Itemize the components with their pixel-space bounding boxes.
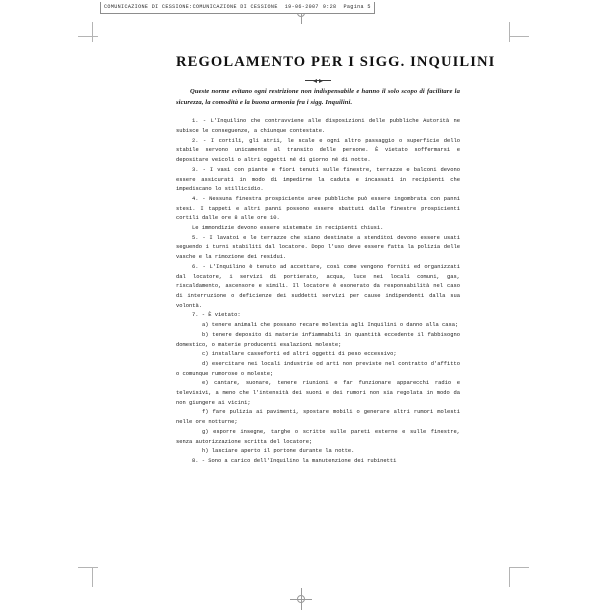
- prohibition-h: h) lasciare aperto il portone durante la notte.: [202, 447, 355, 455]
- clause-4-note: Le immondizie devono essere sistemate in recipienti chiusi.: [192, 224, 384, 232]
- clause-4: 4. - Nessuna finestra prospiciente aree pubbliche può essere ingombrata con panni stesi. I tappeti e altri panni possono essere sbattuti dalle finestre prospicienti cortili dalle ore 8 alle ore 10.: [176, 194, 460, 222]
- prohibition-g: g) esporre insegne, targhe o scritte sulle pareti esterne e sulle finestre, senza autorizzazione scritta del locatore;: [176, 427, 460, 445]
- prohibition-d: d) esercitare nei locali industrie od arti non previste nel contratto d'affitto o comunque rumorose o moleste;: [176, 359, 460, 377]
- text-column: [176, 40, 496, 466]
- clause-5: 5. - I lavatoi e le terrazze che siano destinate a stenditoi devono essere usati seguendo i turni stabiliti dal locatore. Dopo l'uso deve essere fatta la polizia delle vasche e la rimozione dei residui.: [176, 233, 460, 261]
- intro-paragraph: Queste norme evitano ogni restrizione non indispensabile e hanno il solo scopo di facilitare la sicurezza, la comodità e la buona armonia fra i sigg. Inquilini.: [176, 88, 460, 106]
- title-ornament-divider: [305, 80, 331, 81]
- proof-header-date: 19-06-2007: [284, 3, 319, 10]
- prohibition-c: c) installare casseforti ed altri oggetti di peso eccessivo;: [202, 350, 397, 358]
- clause-3: 3. - I vasi con piante e fiori tenuti sulle finestre, terrazze e balconi devono essere assicurati in modo di impedirne la caduta e incassati in recipienti che impediscano lo stillicidio.: [176, 165, 460, 193]
- registration-crosshair-bottom: [290, 588, 312, 610]
- prohibition-f: f) fare pulizia ai pavimenti, spostare mobili o generare altri rumori molesti nelle ore notturne;: [176, 408, 460, 426]
- clause-2: 2. - I cortili, gli atrii, le scale e ogni altro passaggio o superficie dello stabile servono unicamente al transito delle persone. È vietato soffermarsi e depositare veicoli o altri oggetti né di giorno né di notte.: [176, 136, 460, 164]
- clause-7: 7. - È vietato:: [192, 311, 241, 319]
- prohibition-a: a) tenere animali che possano recare molestia agli Inquilini o danno alla casa;: [202, 321, 459, 329]
- page-title: REGOLAMENTO PER I SIGG. INQUILINI: [176, 54, 496, 70]
- clause-6: 6. - L'Inquilino è tenuto ad accettare, così come vengono forniti ed organizzati dal locatore, i servizi di portierato, acqua, luce nei locali comuni, gas, riscaldamento, ascensore e simili. Il locatore è esonerato da responsabilità nel caso di interruzione o deficienze dei suddetti servizi per cause indipendenti dalla sua volontà.: [176, 262, 460, 309]
- clause-8: 8. - Sono a carico dell'Inquilino la manutenzione dei rubinetti: [192, 456, 397, 464]
- clause-1: 1. - L'Inquilino che contravviene alle disposizioni delle pubbliche Autorità ne subisce le conseguenze, a chiunque contestate.: [176, 117, 460, 135]
- prohibition-b: b) tenere deposito di materie infiammabili in quantità eccedente il fabbisogno domestico, o materie producenti esalazioni moleste;: [176, 330, 460, 348]
- prohibition-e: e) cantare, suonare, tenere riunioni e far funzionare apparecchi radio e televisivi, a meno che l'intensità dei suoni e dei rumori non sia regolata in modo da non giungere ai vicini;: [176, 379, 460, 406]
- proof-header-page-label: Pagina 5: [343, 3, 371, 10]
- proof-header-bar: [100, 2, 375, 14]
- proof-header-time: 9:28: [322, 3, 337, 10]
- proof-header-job-name: COMUNICAZIONE DI CESSIONE:COMUNICAZIONE DI CESSIONE: [104, 3, 278, 10]
